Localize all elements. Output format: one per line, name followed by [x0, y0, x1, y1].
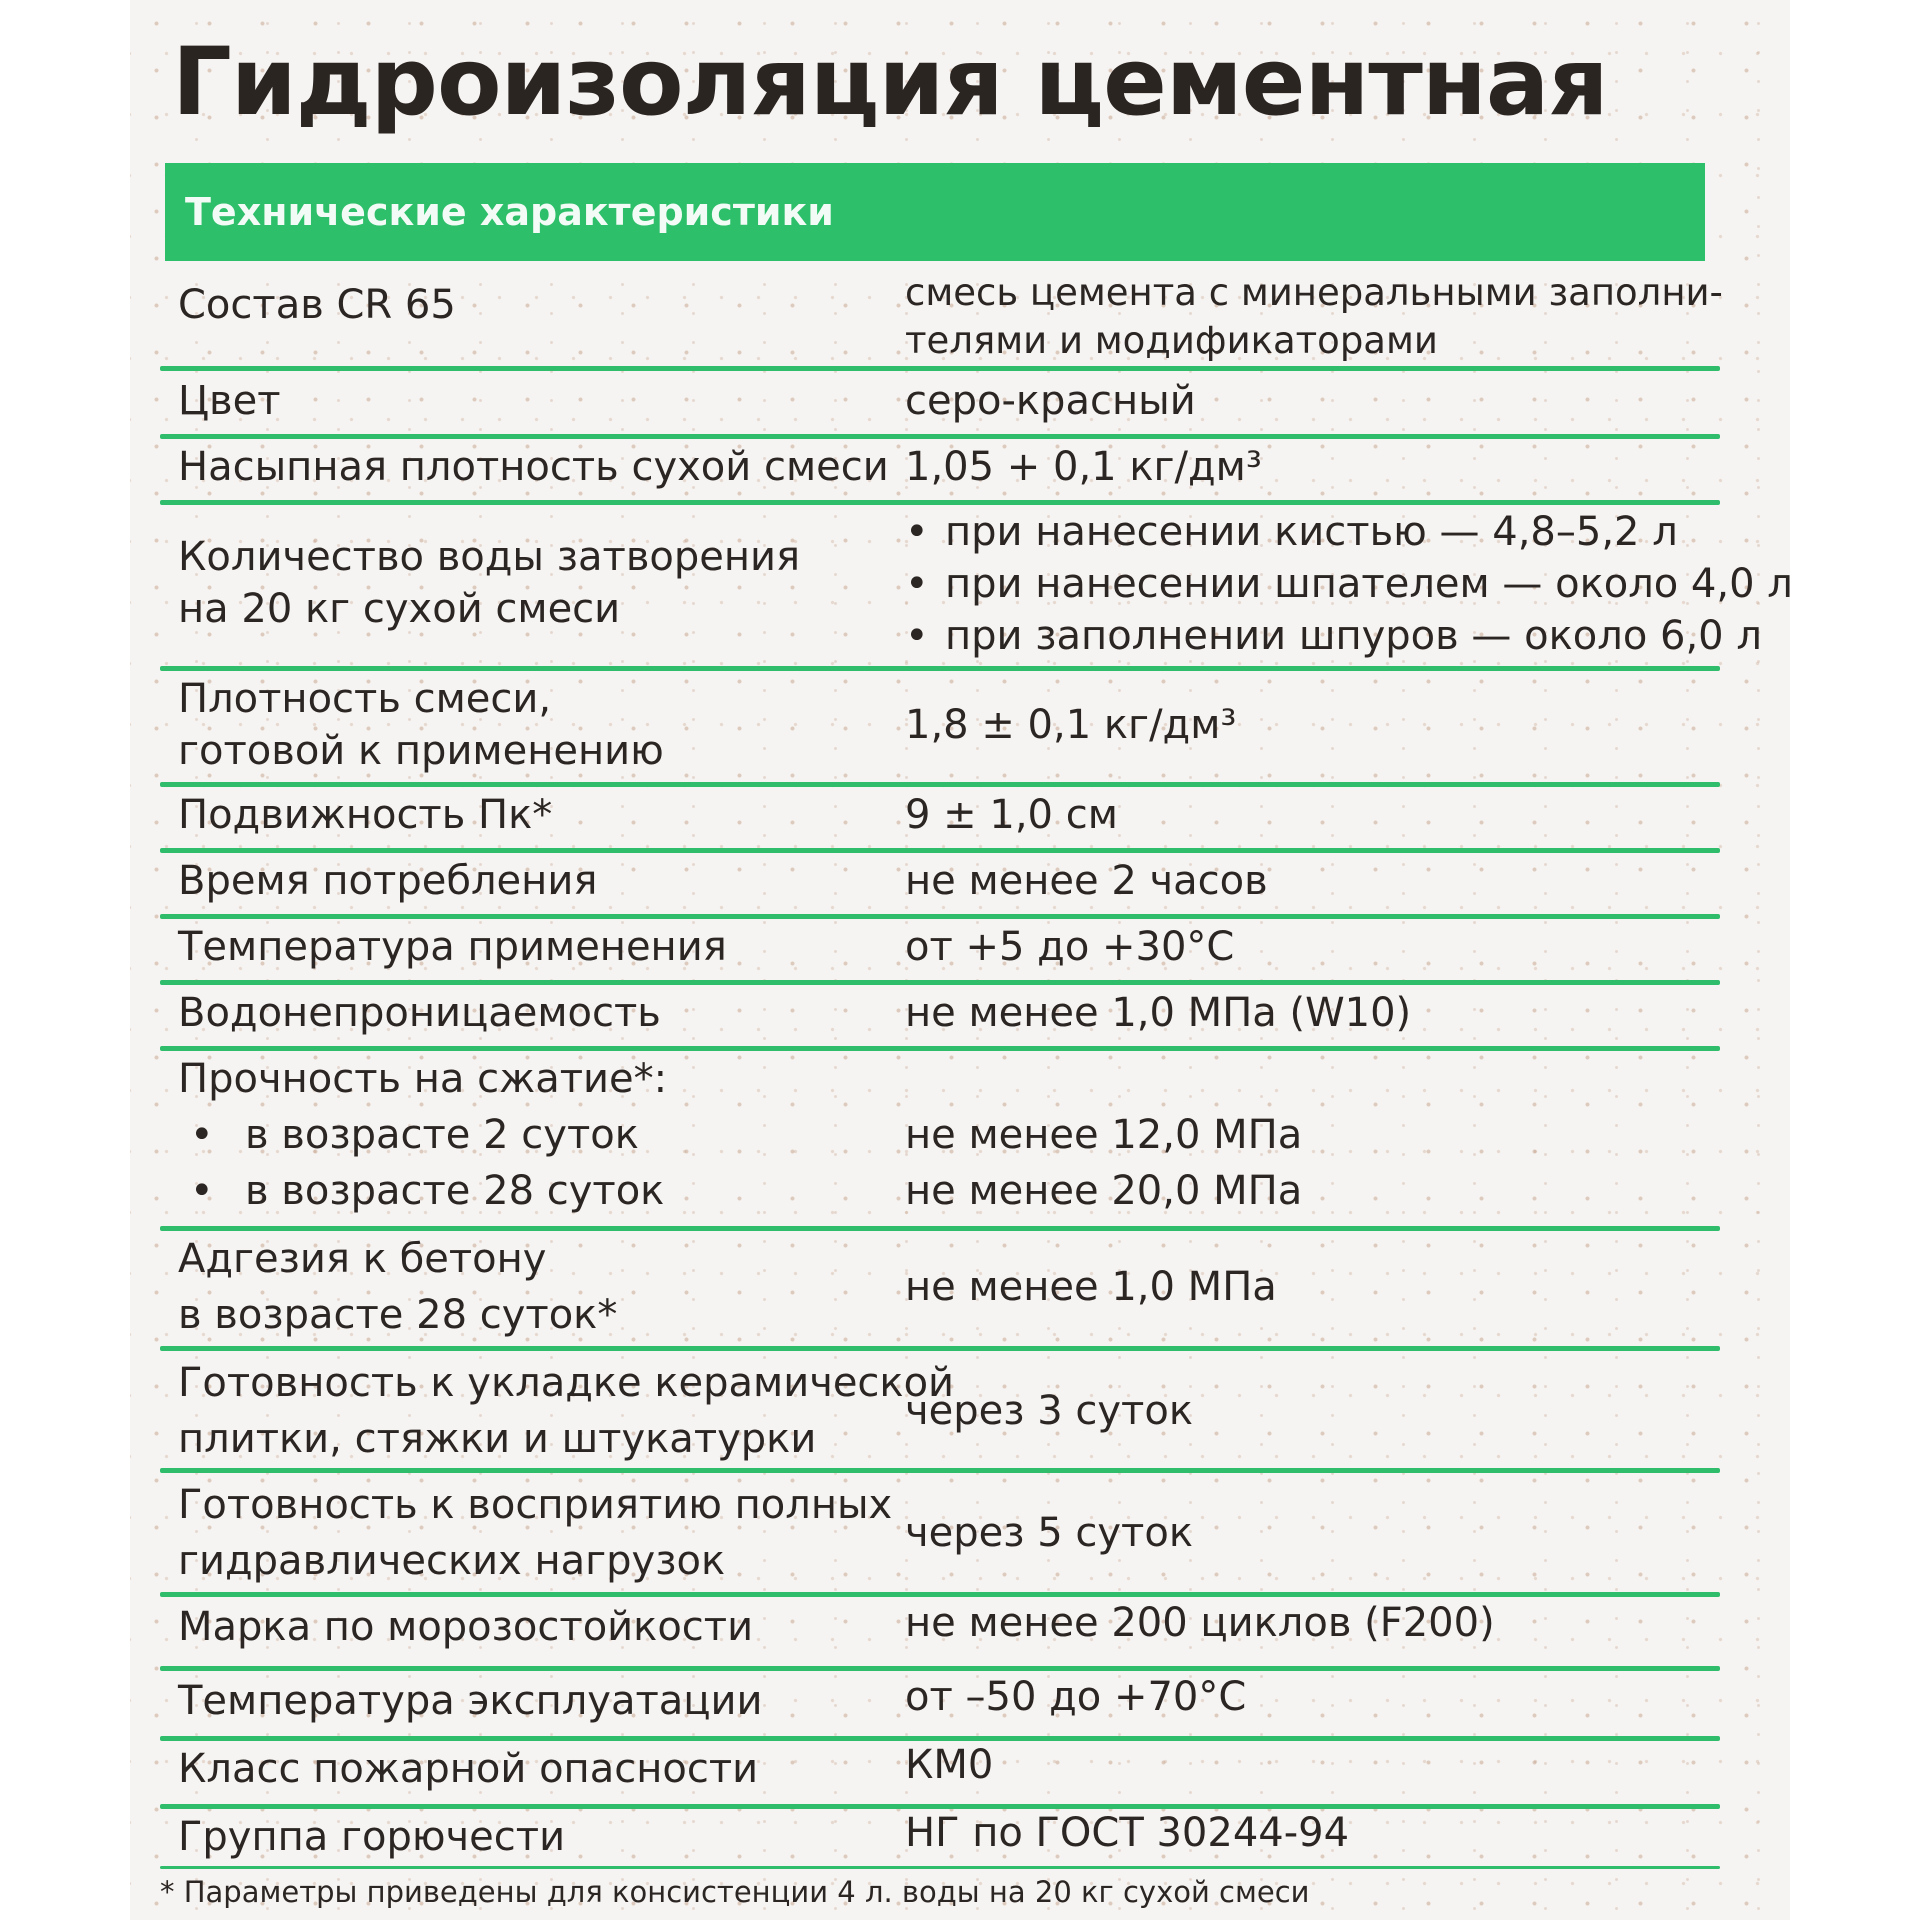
row-divider: [160, 980, 1720, 985]
spec-value-composition-line2: телями и модификаторами: [905, 319, 1438, 362]
spec-value-combustibility: НГ по ГОСТ 30244-94: [905, 1810, 1350, 1856]
spec-value-bulk-density: 1,05 + 0,1 кг/дм³: [905, 444, 1262, 490]
spec-value-fire-class: КМ0: [905, 1742, 994, 1788]
spec-label-application-temp: Температура применения: [178, 924, 727, 970]
row-divider: [160, 782, 1720, 787]
row-divider: [160, 848, 1720, 853]
spec-value-service-temp: от –50 до +70°С: [905, 1674, 1247, 1720]
row-divider: [160, 366, 1720, 371]
spec-value-density: 1,8 ± 0,1 кг/дм³: [905, 702, 1237, 748]
spec-label-tiling-ready-line1: Готовность к укладке керамической: [178, 1360, 955, 1406]
spec-label-adhesion-line1: Адгезия к бетону: [178, 1236, 547, 1282]
spec-value-load-ready: через 5 суток: [905, 1510, 1193, 1556]
row-divider: [160, 666, 1720, 671]
spec-label-density-line1: Плотность смеси,: [178, 676, 552, 722]
spec-label-service-temp: Температура эксплуатации: [178, 1678, 763, 1724]
bullet-icon: •: [190, 1112, 214, 1158]
bullet-icon: •: [190, 1168, 214, 1214]
spec-label-adhesion-line2: в возрасте 28 суток*: [178, 1292, 618, 1338]
spec-label-water-line1: Количество воды затворения: [178, 534, 801, 580]
spec-value-water-spatula: • при нанесении шпателем — около 4,0 л: [905, 557, 1725, 611]
spec-label-density-line2: готовой к применению: [178, 728, 664, 774]
spec-label-color: Цвет: [178, 378, 281, 424]
row-divider: [160, 1046, 1720, 1051]
spec-value-water-holes: • при заполнении шпуров — около 6,0 л: [905, 609, 1725, 663]
row-divider: [160, 1226, 1720, 1231]
row-divider: [160, 1346, 1720, 1351]
spec-label-water-line2: на 20 кг сухой смеси: [178, 586, 621, 632]
bullet-icon: •: [905, 509, 929, 555]
bullet-icon: •: [905, 561, 929, 607]
spec-label-tiling-ready-line2: плитки, стяжки и штукатурки: [178, 1416, 817, 1462]
spec-value-tiling-ready: через 3 суток: [905, 1388, 1193, 1434]
spec-value-strength-28days: не менее 20,0 МПа: [905, 1168, 1303, 1214]
row-divider: [160, 1468, 1720, 1473]
row-divider: [160, 1866, 1720, 1869]
spec-label-load-ready-line1: Готовность к восприятию полных: [178, 1482, 893, 1528]
spec-label-compressive-strength: Прочность на сжатие*:: [178, 1056, 668, 1102]
spec-value-water-brush: • при нанесении кистью — 4,8–5,2 л: [905, 505, 1725, 559]
spec-value-application-temp: от +5 до +30°С: [905, 924, 1235, 970]
spec-label-frost-resistance: Марка по морозостойкости: [178, 1604, 754, 1650]
spec-value-water-resistance: не менее 1,0 МПа (W10): [905, 990, 1412, 1036]
spec-label-combustibility: Группа горючести: [178, 1814, 566, 1860]
section-header-text: Технические характеристики: [185, 190, 834, 234]
spec-value-mobility: 9 ± 1,0 см: [905, 792, 1118, 838]
bullet-icon: •: [905, 613, 929, 659]
spec-label-load-ready-line2: гидравлических нагрузок: [178, 1538, 726, 1584]
spec-value-color: серо-красный: [905, 378, 1196, 424]
section-header: [165, 163, 1705, 261]
spec-value-strength-2days: не менее 12,0 МПа: [905, 1112, 1303, 1158]
spec-label-strength-2days: • в возрасте 2 суток: [178, 1108, 898, 1162]
spec-label-fire-class: Класс пожарной опасности: [178, 1746, 759, 1792]
spec-value-adhesion: не менее 1,0 МПа: [905, 1264, 1277, 1310]
spec-value-composition-line1: смесь цемента с минеральными заполни-: [905, 271, 1723, 314]
spec-label-bulk-density: Насыпная плотность сухой смеси: [178, 444, 889, 490]
row-divider: [160, 434, 1720, 439]
spec-label-strength-28days: • в возрасте 28 суток: [178, 1164, 898, 1218]
spec-label-mobility: Подвижность Пк*: [178, 792, 553, 838]
spec-value-frost-resistance: не менее 200 циклов (F200): [905, 1600, 1495, 1646]
footnote: * Параметры приведены для консистенции 4 л. воды на 20 кг сухой смеси: [160, 1875, 1310, 1909]
spec-label-water-resistance: Водонепроницаемость: [178, 990, 661, 1036]
spec-label-composition: Состав CR 65: [178, 282, 456, 328]
spec-value-pot-life: не менее 2 часов: [905, 858, 1268, 904]
page-title: Гидроизоляция цементная: [172, 28, 1608, 137]
row-divider: [160, 914, 1720, 919]
spec-label-pot-life: Время потребления: [178, 858, 598, 904]
